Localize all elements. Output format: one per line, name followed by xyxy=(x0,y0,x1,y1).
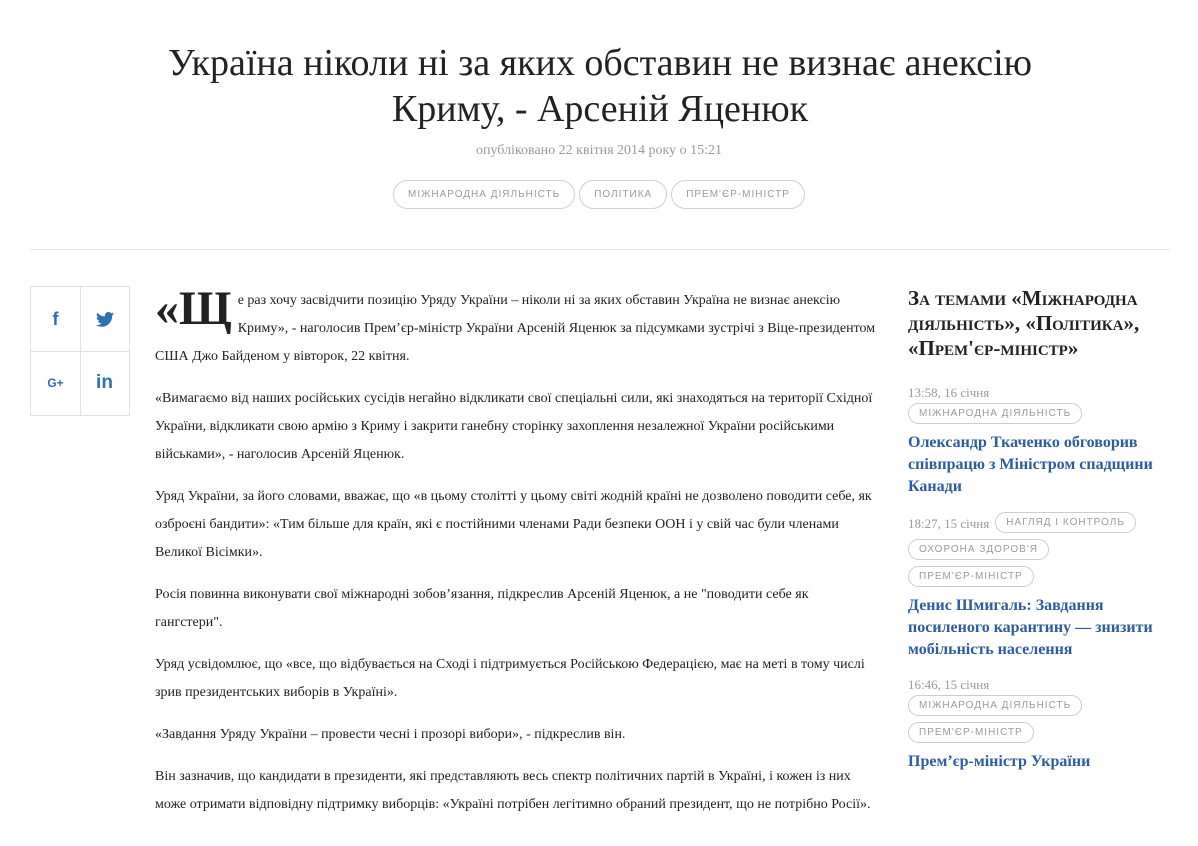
related-news-sidebar xyxy=(908,286,1170,787)
article-title: Україна ніколи ні за яких обставин не визнає анексію Криму, - Арсеній Яценюк xyxy=(167,42,1033,130)
news-item xyxy=(908,675,1170,773)
twitter-share-button[interactable] xyxy=(80,287,129,352)
paragraph: Росія повинна виконувати свої міжнародні зобов’язання, підкреслив Арсеній Яценюк, а не "поводити себе як гангстери". xyxy=(155,587,809,630)
tag-international[interactable]: МІЖНАРОДНА ДІЯЛЬНІСТЬ xyxy=(393,180,575,209)
share-panel xyxy=(30,286,130,416)
news-time: 18:27, 15 січня xyxy=(908,516,990,532)
twitter-icon xyxy=(96,312,114,327)
linkedin-share-button[interactable] xyxy=(80,351,129,415)
news-item xyxy=(908,383,1170,498)
paragraph: «Завдання Уряду України – провести чесні і прозорі вибори», - підкреслив він. xyxy=(155,727,626,742)
divider xyxy=(30,249,1170,250)
facebook-icon: f xyxy=(52,308,59,329)
news-time: 16:46, 15 січня xyxy=(908,677,990,692)
news-tag[interactable]: ПРЕМ'ЄР-МІНІСТР xyxy=(908,566,1034,587)
news-tag[interactable]: МІЖНАРОДНА ДІЯЛЬНІСТЬ xyxy=(908,695,1082,716)
news-tag[interactable]: МІЖНАРОДНА ДІЯЛЬНІСТЬ xyxy=(908,403,1082,424)
news-tag[interactable]: ОХОРОНА ЗДОРОВ'Я xyxy=(908,539,1049,560)
facebook-share-button[interactable] xyxy=(31,287,81,352)
paragraph: Він зазначив, що кандидати в президенти, які представляють весь спектр політичних партій в Україні, і кожен із них може отримати відповідну підтримку виборців: «Україні потрібен легітимно обраний президент, що не потрібно Росії». xyxy=(155,769,871,812)
news-title-link[interactable]: Прем’єр-міністр України xyxy=(908,753,1091,770)
tag-politics[interactable]: ПОЛІТИКА xyxy=(579,180,667,209)
news-tag[interactable]: НАГЛЯД І КОНТРОЛЬ xyxy=(995,512,1136,533)
news-title-link[interactable]: Денис Шмигаль: Завдання посиленого карантину — знизити мобільність населення xyxy=(908,597,1153,658)
article-tags xyxy=(0,180,1198,209)
sidebar-heading: За темами «Міжнародна діяльність», «Політика», «Прем'єр-міністр» xyxy=(908,286,1140,360)
tag-prime-minister[interactable]: ПРЕМ'ЄР-МІНІСТР xyxy=(671,180,805,209)
paragraph: Уряд усвідомлює, що «все, що відбувається на Сході і підтримується Російською Федерацією, має на меті в тому числі зрив президентських виборів в Україні». xyxy=(155,657,865,700)
paragraph: Уряд України, за його словами, вважає, що «в цьому столітті у цьому світі жодній країні не дозволено поводити себе, як озброєні бандити»: «Тим більше для країн, які є постійними членами Ради безпеки ООН і у свій час були членами Великої Вісімки». xyxy=(155,489,872,560)
news-title-link[interactable]: Олександр Ткаченко обговорив співпрацю з Міністром спадщини Канади xyxy=(908,434,1153,495)
news-time: 13:58, 16 січня xyxy=(908,385,990,400)
dropcap: «Щ xyxy=(155,282,232,335)
google-plus-icon: G+ xyxy=(47,376,64,390)
google-plus-share-button[interactable] xyxy=(31,351,81,415)
paragraph: «Вимагаємо від наших російських сусідів негайно відкликати свої спеціальні сили, які знаходяться на території Східної України, відкликати свою армію з Криму і закрити ганебну сторінку захоплення незалежної України російськими військами», - наголосив Арсеній Яценюк. xyxy=(155,391,873,462)
news-item xyxy=(908,512,1170,661)
paragraph: «Ще раз хочу засвідчити позицію Уряду України – ніколи ні за яких обставин Україна не визнає анексію Криму», - наголосив Прем’єр-міністр України Арсеній Яценюк за підсумками зустрічі з Віце-президентом США Джо Байденом у вівторок, 22 квітня. xyxy=(155,282,876,364)
linkedin-icon: in xyxy=(96,372,113,393)
article-body xyxy=(155,282,877,833)
news-tag[interactable]: ПРЕМ'ЄР-МІНІСТР xyxy=(908,722,1034,743)
publish-date: опубліковано 22 квітня 2014 року о 15:21 xyxy=(475,143,723,158)
